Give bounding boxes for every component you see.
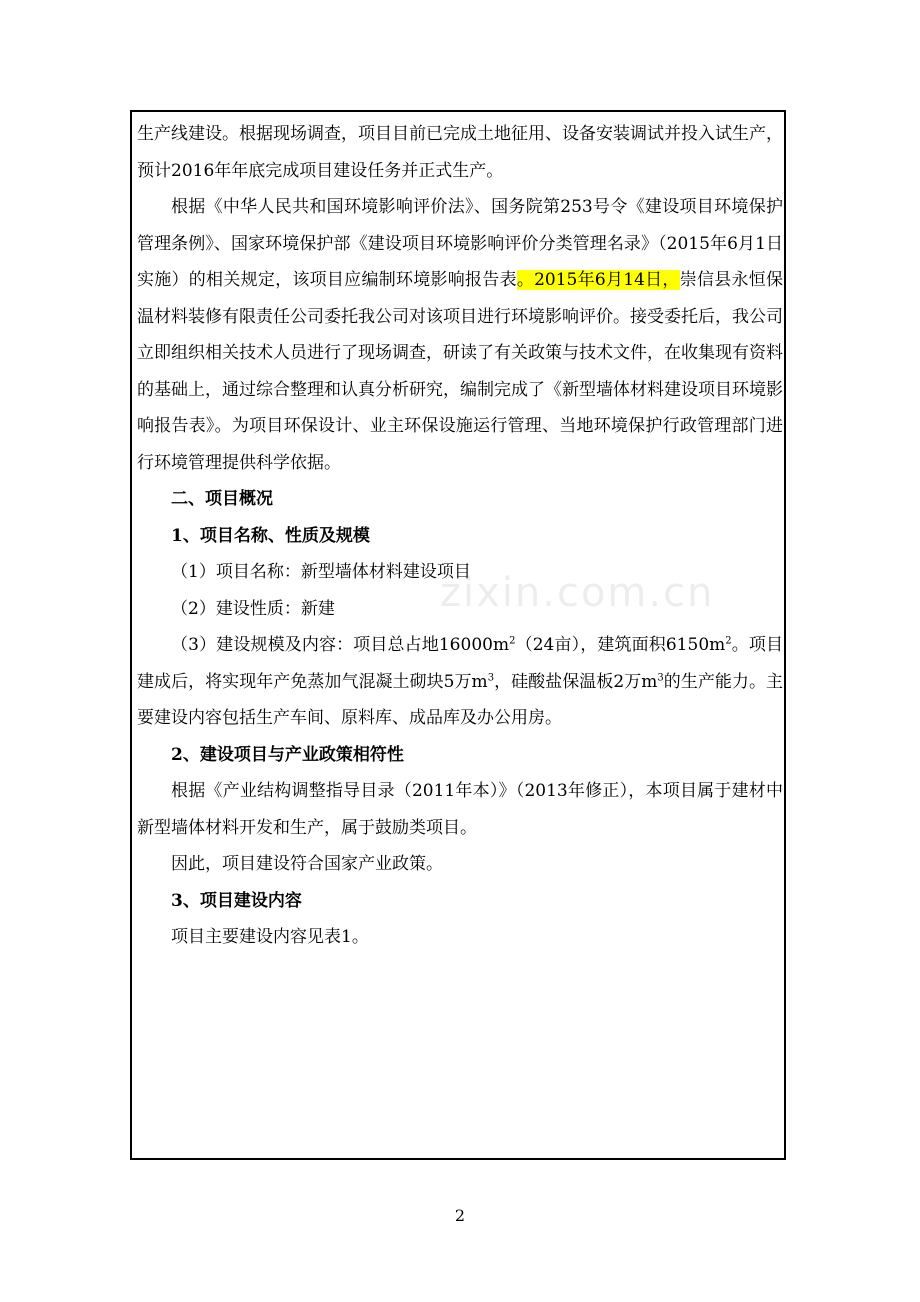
page-number: 2 — [454, 1206, 466, 1225]
superscript: 3 — [487, 671, 495, 683]
item-construction-scale — [137, 627, 783, 737]
document-body — [137, 116, 783, 956]
scale-text-b: （24亩），建筑面积6150m — [515, 635, 726, 655]
subheading-industrial-policy: 2、建设项目与产业政策相符性 — [171, 744, 404, 765]
superscript: 2 — [509, 635, 516, 647]
legal-basis-text: 根据《中华人民共和国环境影响评价法》、国务院第253号令《建设项目环境保护管理条例》、国家环境保护部《建设项目环境影响评价分类管理名录》（2015年6月1日实施）的相关规定，该项目应编制环境影响报告表 — [137, 197, 783, 290]
paragraph-intro: 生产线建设。根据现场调查，项目目前已完成土地征用、设备安装调试并投入试生产，预计2016年年底完成项目建设任务并正式生产。 — [137, 124, 783, 181]
commission-text: 崇信县永恒保温材料装修有限责任公司委托我公司对该项目进行环境影响评价。接受委托后，我公司立即组织相关技术人员进行了现场调查，研读了有关政策与技术文件，在收集现有资料的基础上，通过综合整理和认真分析研究，编制完成了《新型墙体材料建设项目环境影响报告表》。为项目环保设计、业主环保设施运行管理、当地环境保护行政管理部门进行环境管理提供科学依据。 — [137, 270, 784, 473]
paragraph-policy-conclusion: 因此，项目建设符合国家产业政策。 — [171, 854, 443, 874]
subheading-name-nature-scale: 1、项目名称、性质及规模 — [171, 525, 370, 546]
item-project-name: （1）项目名称：新型墙体材料建设项目 — [171, 562, 471, 582]
scale-text-e: 的生产能力。主要建设内容包括生产车间、原料库、成品库及办公用房。 — [137, 671, 784, 728]
paragraph-table-reference: 项目主要建设内容见表1。 — [171, 927, 369, 947]
scale-text-d: ，硅酸盐保温板2万m — [494, 671, 658, 692]
superscript: 2 — [725, 635, 732, 647]
highlighted-date: 。2015年6月14日， — [516, 270, 680, 290]
superscript: 3 — [657, 671, 664, 683]
watermark: zixin.com.cn — [440, 570, 715, 616]
paragraph-policy-catalog: 根据《产业结构调整指导目录（2011年本）》（2013年修正），本项目属于建材中新型墙体材料开发和生产，属于鼓励类项目。 — [137, 781, 783, 838]
section-heading-overview: 二、项目概况 — [171, 489, 273, 509]
paragraph-legal-basis — [137, 189, 783, 481]
scale-text-a: （3）建设规模及内容：项目总占地16000m — [171, 635, 510, 655]
scale-text-c: 。项目建成后，将实现年产免蒸加气混凝土砌块5万m — [137, 635, 784, 692]
item-construction-nature: （2）建设性质：新建 — [171, 598, 335, 619]
subheading-construction-content: 3、项目建设内容 — [171, 890, 302, 911]
